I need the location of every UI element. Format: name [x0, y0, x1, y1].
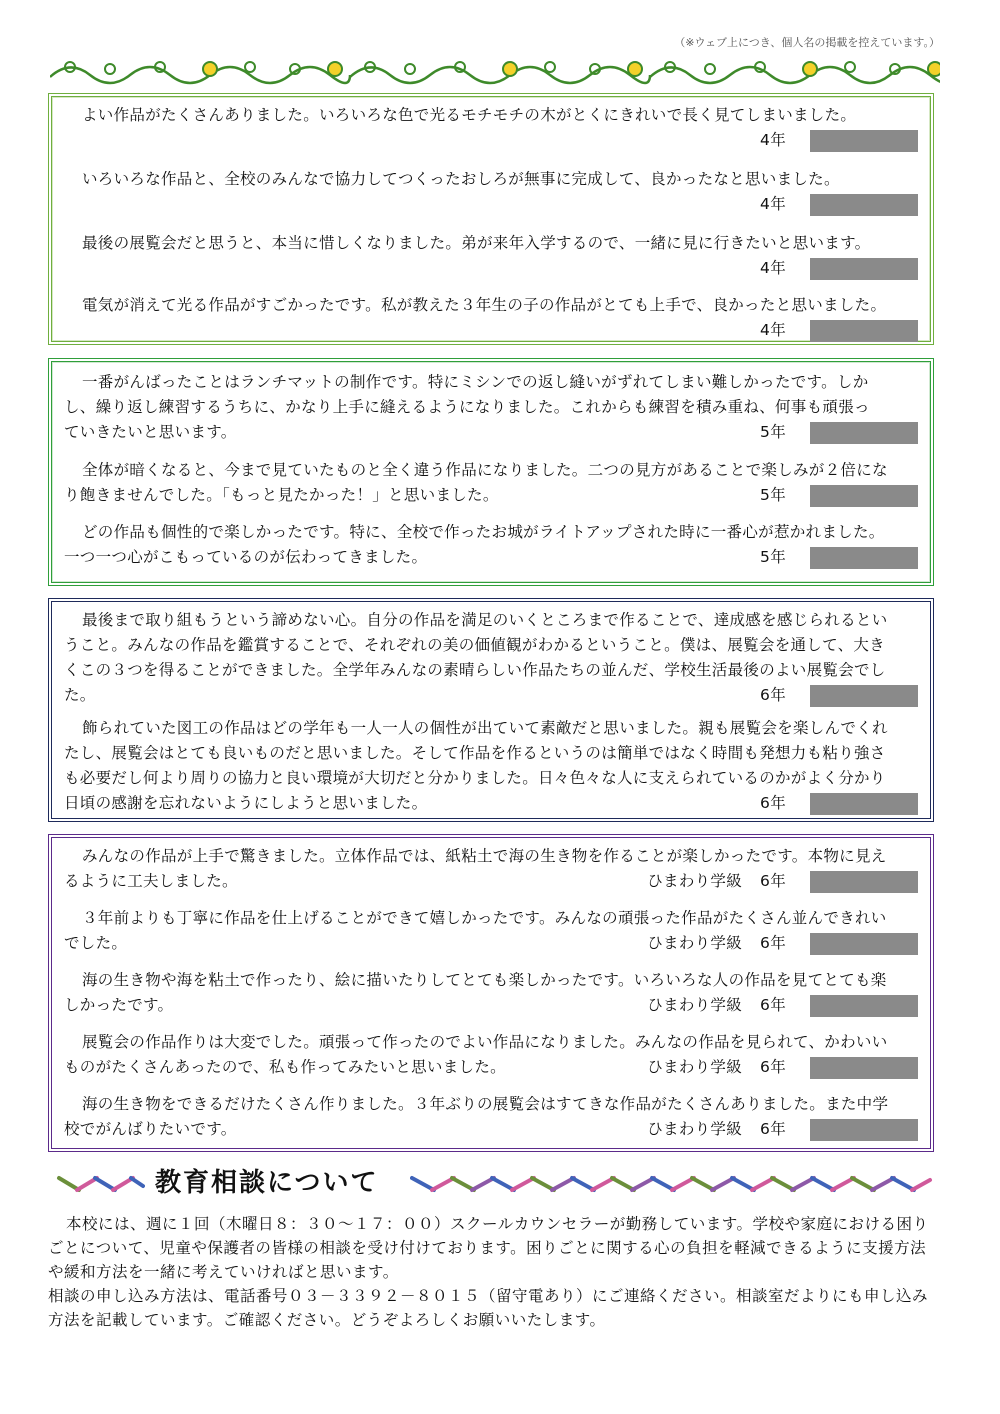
comment-text: みんなの作品が上手で驚きました。立体作品では、紙粘土で海の生き物を作ることが楽しかったです。本物に見えるように工夫しました。: [64, 847, 887, 890]
comment-entry: [64, 1030, 918, 1080]
redacted-name: [810, 485, 918, 507]
comment-text: 全体が暗くなると、今まで見ていたものと全く違う作品になりました。二つの見方があることで楽しみが２倍になり飽きませんでした。「もっと見たかった！」と思いました。: [64, 461, 888, 504]
grade-label: 6年: [760, 934, 786, 952]
comment-text: いろいろな作品と、全校のみんなで協力してつくったおしろが無事に完成して、良かったなと思いました。: [82, 170, 840, 188]
redacted-name: [810, 933, 918, 955]
redacted-name: [810, 995, 918, 1017]
comment-signature: [760, 318, 918, 343]
counseling-paragraph: 相談の申し込み方法は、電話番号０３－３３９２－８０１５（留守電あり）にご連絡ください。相談室だよりにも申し込み方法を記載しています。ご確認ください。どうぞよろしくお願いいたします。: [48, 1287, 929, 1329]
grade-label: 6年: [760, 872, 786, 890]
redacted-name: [810, 1119, 918, 1141]
comment-signature: [647, 1055, 918, 1080]
vine-garland-decoration: [50, 55, 940, 87]
comment-signature: [647, 931, 918, 956]
comment-text: 海の生き物や海を粘土で作ったり、絵に描いたりしてとても楽しかったです。いろいろな人の作品を見てとても楽しかったです。: [64, 971, 887, 1014]
redacted-name: [810, 871, 918, 893]
comment-signature: [647, 1117, 918, 1142]
comment-text: 海の生き物をできるだけたくさん作りました。３年ぶりの展覧会はすてきな作品がたくさんありました。また中学校でがんばりたいです。: [64, 1095, 889, 1138]
grade-label: 6年: [760, 1120, 786, 1138]
comment-entry: [64, 844, 918, 894]
grade-label: 4年: [760, 321, 786, 339]
comment-entry: [64, 608, 918, 708]
comment-entry: [64, 716, 918, 816]
comments-box-grade4: [48, 93, 934, 345]
comment-signature: [760, 420, 918, 445]
comment-text: 最後の展覧会だと思うと、本当に惜しくなりました。弟が来年入学するので、一緒に見に行きたいと思います。: [82, 234, 871, 252]
class-label: ひまわり学級: [647, 1058, 743, 1076]
privacy-notice: （※ウェブ上につき、個人名の掲載を控えています。）: [674, 36, 940, 49]
redacted-name: [810, 685, 918, 707]
comment-text: 最後まで取り組もうという諦めない心。自分の作品を満足のいくところまで作ることで、達成感を感じられるということ。みんなの作品を鑑賞することで、それぞれの美の価値観がわかるということ。僕は、展覧会を通して、大きくこの３つを得ることができました。全学年みんなの素晴らしい作品たちの並んだ、学校生活最後のよい展覧会でした。: [64, 611, 888, 704]
comment-signature: [760, 545, 918, 570]
grade-label: 4年: [760, 259, 786, 277]
comment-entry: [64, 103, 918, 149]
comment-signature: [647, 869, 918, 894]
comment-entry: [64, 370, 918, 445]
comments-box-himawari: [48, 834, 934, 1152]
redacted-name: [810, 194, 918, 216]
comment-signature: [760, 192, 918, 217]
comment-entry: [64, 293, 918, 339]
comment-text: どの作品も個性的で楽しかったです。特に、全校で作ったお城がライトアップされた時に一番心が惹かれました。一つ一つ心がこもっているのが伝わってきました。: [64, 523, 885, 566]
comment-text: よい作品がたくさんありました。いろいろな色で光るモチモチの木がとくにきれいで長く見てしまいました。: [82, 106, 857, 124]
comment-entry: [64, 520, 918, 570]
comment-text: 展覧会の作品作りは大変でした。頑張って作ったのでよい作品になりました。みんなの作品を見られて、かわいいものがたくさんあったので、私も作ってみたいと思いました。: [64, 1033, 888, 1076]
comment-signature: [760, 128, 918, 153]
redacted-name: [810, 793, 918, 815]
grade-label: 5年: [760, 423, 786, 441]
class-label: ひまわり学級: [647, 934, 743, 952]
grade-label: 5年: [760, 548, 786, 566]
redacted-name: [810, 422, 918, 444]
comment-signature: [760, 483, 918, 508]
grade-label: 5年: [760, 486, 786, 504]
grade-label: 6年: [760, 794, 786, 812]
paperclip-chain-icon: [410, 1168, 935, 1202]
grade-label: 4年: [760, 131, 786, 149]
grade-label: 4年: [760, 195, 786, 213]
grade-label: 6年: [760, 686, 786, 704]
comment-entry: [64, 231, 918, 277]
class-label: ひまわり学級: [647, 1120, 743, 1138]
grade-label: 6年: [760, 1058, 786, 1076]
redacted-name: [810, 547, 918, 569]
counseling-body: [48, 1212, 938, 1332]
grade-label: 6年: [760, 996, 786, 1014]
comment-entry: [64, 906, 918, 956]
class-label: ひまわり学級: [647, 996, 743, 1014]
paperclip-chain-icon: [55, 1168, 145, 1202]
comment-entry: [64, 1092, 918, 1142]
comment-signature: [647, 993, 918, 1018]
redacted-name: [810, 1057, 918, 1079]
redacted-name: [810, 320, 918, 342]
comment-text: 飾られていた図工の作品はどの学年も一人一人の個性が出ていて素敵だと思いました。親も展覧会を楽しんでくれたし、展覧会はとても良いものだと思いました。そして作品を作るというのは簡単ではなく時間も発想力も粘り強さも必要だし何より周りの協力と良い環境が大切だと分かりました。日々色々な人に支えられているのかがよく分かり日頃の感謝を忘れないようにしようと思いました。: [64, 719, 888, 812]
comment-text: 一番がんばったことはランチマットの制作です。特にミシンでの返し縫いがずれてしまい難しかったです。しかし、繰り返し練習するうちに、かなり上手に縫えるようになりました。これからも練習を積み重ね、何事も頑張っていきたいと思います。: [64, 373, 870, 441]
comment-text: ３年前よりも丁寧に作品を仕上げることができて嬉しかったです。みんなの頑張った作品がたくさん並んできれいでした。: [64, 909, 887, 952]
comment-entry: [64, 968, 918, 1018]
comment-signature: [760, 256, 918, 281]
counseling-paragraph: 本校には、週に１回（木曜日８：３０～１７：００）スクールカウンセラーが勤務しています。学校や家庭における困りごとについて、児童や保護者の皆様の相談を受け付けております。困りごとに関する心の負担を軽減できるように支援方法や緩和方法を一緒に考えていければと思います。: [48, 1215, 929, 1281]
comment-text: 電気が消えて光る作品がすごかったです。私が教えた３年生の子の作品がとても上手で、良かったと思いました。: [82, 296, 887, 314]
counseling-heading-row: [55, 1160, 935, 1208]
class-label: ひまわり学級: [647, 872, 743, 890]
comments-box-grade5: [48, 358, 934, 586]
redacted-name: [810, 258, 918, 280]
counseling-heading: 教育相談について: [155, 1168, 379, 1198]
comments-box-grade6: [48, 598, 934, 822]
redacted-name: [810, 130, 918, 152]
comment-signature: [760, 683, 918, 708]
comment-signature: [760, 791, 918, 816]
comment-entry: [64, 458, 918, 508]
comment-entry: [64, 167, 918, 213]
